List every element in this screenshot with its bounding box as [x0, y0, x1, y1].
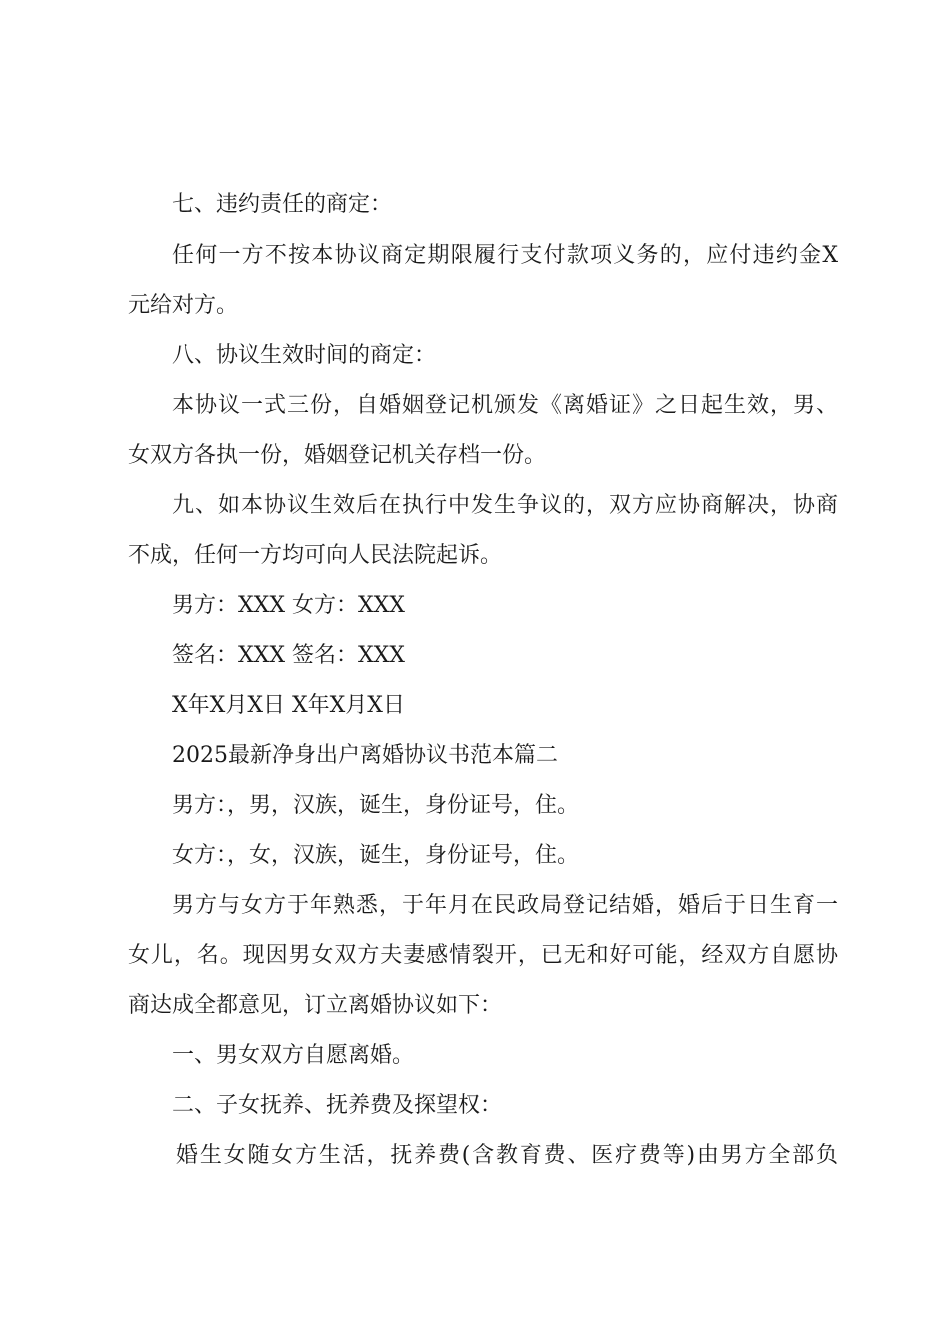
background-text-line-2: 女儿，名。现因男女双方夫妻感情裂开，已无和好可能，经双方自愿协 — [128, 943, 838, 968]
male-party-info: 男方：，男，汉族，诞生，身份证号，住。 — [172, 793, 580, 818]
background-text-line-1: 男方与女方于年熟悉，于年月在民政局登记结婚，婚后于日生育一 — [172, 893, 838, 918]
section-9-text-line-2: 不成，任何一方均可向人民法院起诉。 — [128, 543, 503, 568]
section-9-text-line-1: 九、如本协议生效后在执行中发生争议的，双方应协商解决，协商 — [172, 493, 838, 518]
background-text-line-3: 商达成全都意见，订立离婚协议如下： — [128, 993, 503, 1018]
section-7-text-line-2: 元给对方。 — [128, 293, 239, 318]
female-party-info: 女方：，女，汉族，诞生，身份证号，住。 — [172, 843, 580, 868]
part-2-title: 2025最新净身出户离婚协议书范本篇二 — [172, 743, 558, 768]
section-8-text-line-1: 本协议一式三份，自婚姻登记机颁发《离婚证》之日起生效，男、 — [172, 393, 838, 418]
clause-2-text-line-1: 婚生女随女方生活，抚养费(含教育费、医疗费等)由男方全部负 — [176, 1143, 838, 1168]
clause-1-heading: 一、男女双方自愿离婚。 — [172, 1043, 415, 1068]
section-8-heading: 八、协议生效时间的商定： — [172, 343, 437, 368]
section-7-heading: 七、违约责任的商定： — [172, 192, 393, 217]
date-line: X年X月X日 X年X月X日 — [172, 693, 405, 718]
parties-line: 男方：XXX 女方：XXX — [172, 593, 405, 618]
section-7-text-line-1: 任何一方不按本协议商定期限履行支付款项义务的，应付违约金X — [172, 243, 838, 268]
clause-2-heading: 二、子女抚养、抚养费及探望权： — [172, 1093, 503, 1118]
signature-line: 签名：XXX 签名：XXX — [172, 643, 405, 668]
section-8-text-line-2: 女双方各执一份，婚姻登记机关存档一份。 — [128, 443, 547, 468]
